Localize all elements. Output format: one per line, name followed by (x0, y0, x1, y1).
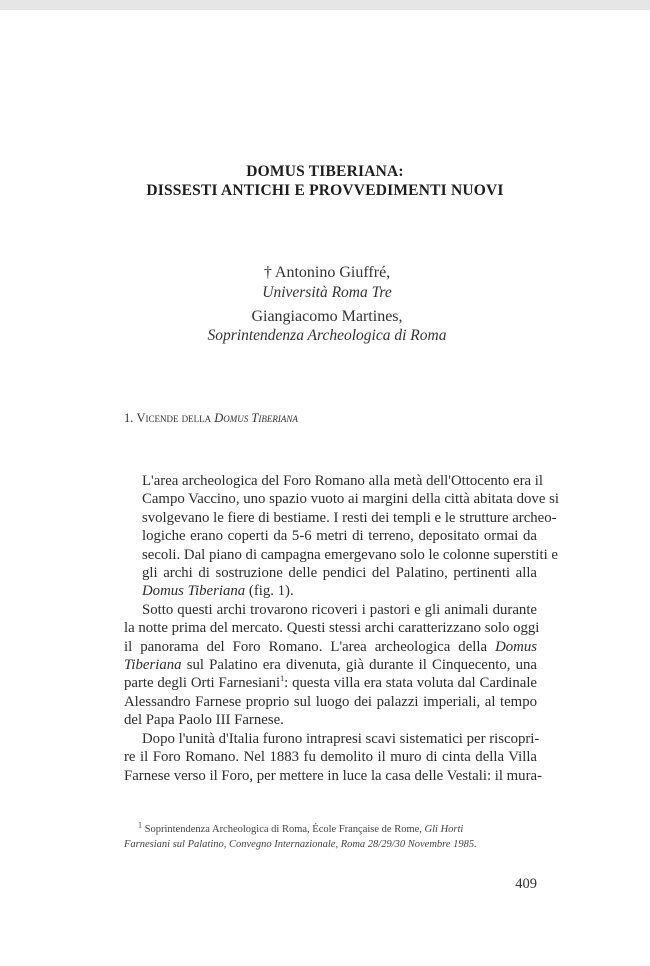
text-fragment: parte degli Orti Farnesiani (124, 675, 281, 692)
text-line: Alessandro Farnese proprio sul luogo dei palazzi imperiali, al tempo (124, 693, 537, 710)
section-label-italic: Domus Tiberiana (214, 411, 298, 425)
text-fragment: : questa villa era stata voluta dal Cardinale (284, 675, 537, 692)
scan-edge (0, 0, 650, 10)
text-fragment: il panorama del Foro Romano. L'area archeologica della (124, 638, 496, 655)
text-fragment: sul Palatino era divenuta, già durante il Cinquecento, una (181, 657, 537, 674)
footnote-ref: 1 (280, 674, 285, 684)
footnote-mark: 1 (138, 820, 142, 830)
footnote-italic: Gli Horti (424, 824, 464, 835)
text-line (124, 656, 537, 674)
footnote-italic: Farnesiani sul Palatino, Convegno Internazionale, Roma 28/29/30 Novembre 1985. (124, 839, 477, 850)
text-line: svolgevano le fiere di bestiame. I resti dei templi e le strutture archeo- (142, 509, 557, 526)
text-line: gli archi di sostruzione delle pendici del Palatino, pertinenti alla (142, 565, 537, 582)
text-line: Farnese verso il Foro, per mettere in luce la casa delle Vestali: il mura- (124, 767, 543, 784)
footnote-text: Soprintendenza Archeologica di Roma, École Française de Rome, (142, 824, 425, 835)
italic-term: Domus (495, 638, 537, 655)
text-line: Campo Vaccino, uno spazio vuoto ai margini della città abitata dove si (142, 491, 559, 508)
text-line: Dopo l'unità d'Italia furono intrapresi scavi sistematici per riscopri- (142, 730, 540, 747)
footnote-line (124, 837, 537, 852)
author-1-name: † Antonino Giuffré, (263, 264, 391, 281)
text-fragment: (fig. 1). (245, 583, 294, 600)
section-label: Vicende della (136, 411, 212, 425)
body-text (124, 472, 559, 785)
italic-term: Domus Tiberiana (142, 583, 246, 600)
italic-term: Tiberiana (124, 657, 182, 674)
text-line: del Papa Paolo III Farnese. (124, 712, 284, 729)
section-heading (124, 411, 298, 426)
text-line: secoli. Dal piano di campagna emergevano solo le colonne superstiti e (142, 546, 558, 563)
text-line (124, 674, 537, 692)
page-number: 409 (515, 876, 537, 892)
paragraph-3 (124, 730, 543, 785)
text-line: Sotto questi archi trovarono ricoveri i pastori e gli animali durante (142, 601, 537, 618)
section-number: 1. (124, 411, 134, 425)
text-line (124, 638, 537, 656)
title-line-2: DISSESTI ANTICHI E PROVVEDIMENTI NUOVI (146, 182, 504, 199)
text-line: re il Foro Romano. Nel 1883 fu demolito il muro di cinta della Villa (124, 749, 537, 766)
text-line (124, 582, 537, 600)
author-2-name: Giangiacomo Martines, (251, 308, 403, 325)
text-line: la notte prima del mercato. Questi stessi archi caratterizzano solo oggi (124, 620, 540, 637)
paragraph-2 (124, 601, 540, 730)
paragraph-1 (124, 472, 559, 601)
author-2-affiliation: Soprintendenza Archeologica di Roma (207, 327, 447, 344)
title-line-1: DOMUS TIBERIANA: (246, 163, 404, 180)
author-1-affiliation: Università Roma Tre (262, 284, 392, 301)
footnote-line (124, 822, 537, 837)
text-line: L'area archeologica del Foro Romano alla metà dell'Ottocento era il (142, 473, 543, 489)
footnote (124, 822, 537, 852)
text-line: logiche erano coperti da 5-6 metri di terreno, depositato ormai da (142, 528, 537, 545)
